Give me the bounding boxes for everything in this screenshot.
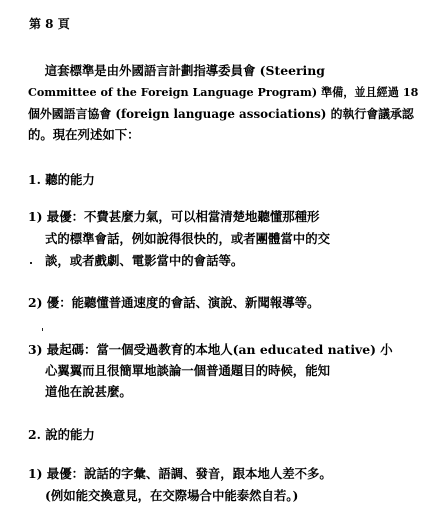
intro-line-3: 個外國語言協會 (foreign language associations) 的執行會議承認: [28, 107, 414, 121]
intro-line-4: 的。現在列述如下：: [28, 127, 140, 142]
listening-item-3-line-2: 心翼翼而且很簡單地談論一個普通題目的時候，能知: [45, 363, 330, 378]
speaking-item-1-line-2: (例如能交換意見，在交際場合中能泰然自若。): [45, 488, 299, 503]
scan-speck: [30, 262, 32, 264]
intro-line-2: Committee of the Foreign Language Program) 準備，並且經過 18: [28, 86, 419, 99]
section-listening-title: 1. 聽的能力: [28, 172, 95, 187]
listening-item-1-line-2: 式的標準會話，例如說得很快的，或者團體當中的交: [45, 231, 330, 246]
scan-speck: [42, 328, 43, 331]
listening-item-3-line-1: 3) 最起碼：當一個受過教育的本地人(an educated native) 小: [28, 342, 393, 357]
section-speaking-title: 2. 說的能力: [28, 427, 95, 442]
page-number-header: 第 8 頁: [29, 17, 70, 31]
intro-line-1: 這套標準是由外國語言計劃指導委員會 (Steering: [28, 63, 325, 78]
listening-item-3-line-3: 道他在說甚麼。: [45, 384, 132, 399]
listening-item-2-line-1: 2) 優：能聽懂普通速度的會話、演說、新聞報導等。: [28, 295, 320, 310]
listening-item-1-line-1: 1) 最優：不費甚麼力氣，可以相當清楚地聽懂那種形: [28, 209, 320, 224]
listening-item-1-line-3: 談，或者戲劇、電影當中的會話等。: [45, 253, 244, 268]
speaking-item-1-line-1: 1) 最優：說話的字彙、語調、發音，跟本地人差不多。: [28, 466, 332, 481]
